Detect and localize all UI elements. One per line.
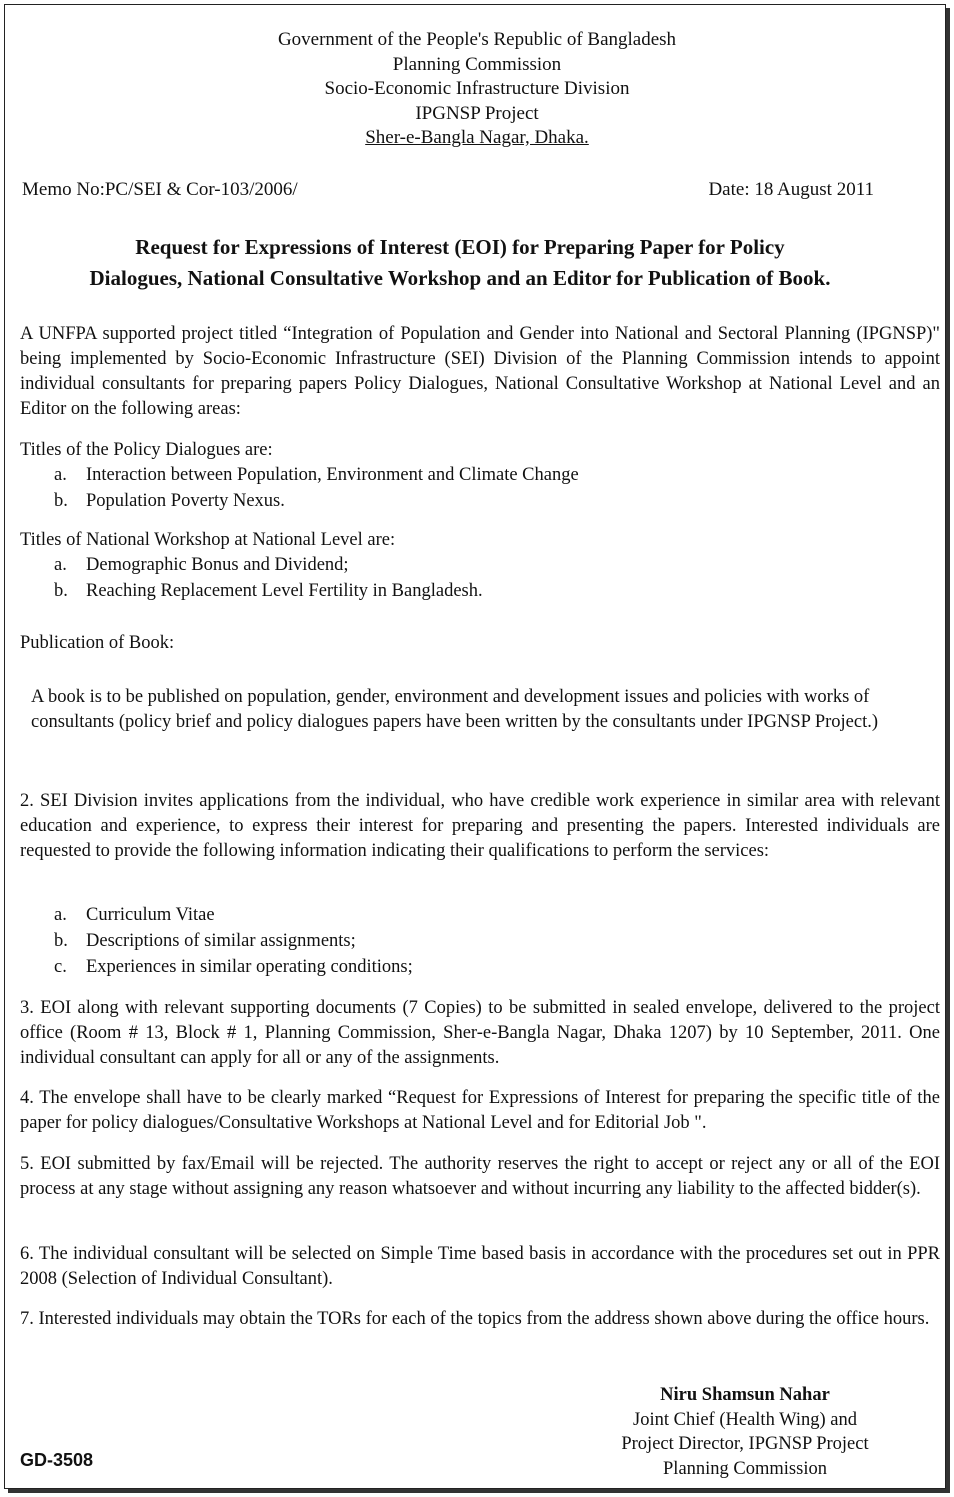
header-division: Socio-Economic Infrastructure Division bbox=[324, 78, 630, 99]
memo-row bbox=[22, 178, 874, 202]
header-address: Sher-e-Bangla Nagar, Dhaka. bbox=[365, 127, 589, 148]
list-item: c. Experiences in similar operating conditions; bbox=[54, 957, 413, 977]
title-line-2: Dialogues, National Consultative Workshop and an Editor for Publication of Book. bbox=[89, 266, 831, 290]
paragraph-4: 4. The envelope shall have to be clearly marked “Request for Expressions of Interest for preparing the specific title of the paper for policy dialogues/Consultative Workshops at National Level and for Editorial Job ". bbox=[20, 1088, 940, 1133]
title-line-1: Request for Expressions of Interest (EOI) for Preparing Paper for Policy bbox=[135, 235, 785, 259]
memo-number: Memo No:PC/SEI & Cor-103/2006/ bbox=[22, 179, 298, 200]
policy-dialogues-heading: Titles of the Policy Dialogues are: bbox=[20, 440, 273, 460]
publication-heading: Publication of Book: bbox=[20, 633, 175, 653]
publication-text: A book is to be published on population, gender, environment and development issues and policies with works of consultants (policy brief and policy dialogues papers have been written by the consultants under IPGNSP Project.) bbox=[31, 687, 879, 732]
list-item: a. Curriculum Vitae bbox=[54, 905, 215, 925]
list-item: b. Reaching Replacement Level Fertility in Bangladesh. bbox=[54, 581, 483, 601]
header-project: IPGNSP Project bbox=[415, 102, 539, 124]
signatory-title-3: Planning Commission bbox=[663, 1458, 827, 1479]
paragraph-2: 2. SEI Division invites applications from the individual, who have credible work experience in similar area with relevant education and experience, to express their interest for preparing and presenting the papers. Interested individuals are requested to provide the following information indicating their qualifications to perform the services: bbox=[20, 791, 940, 861]
paragraph-6: 6. The individual consultant will be selected on Simple Time based basis in accordance with the procedures set out in PPR 2008 (Selection of Individual Consultant). bbox=[20, 1244, 940, 1289]
intro-paragraph: A UNFPA supported project titled “Integration of Population and Gender into National and Sectoral Planning (IPGNSP)" being implemented by Socio-Economic Infrastructure (SEI) Division of the Planning Commission intends to appoint individual consultants for preparing papers Policy Dialogues, National Consultative Workshop at National Level and an Editor on the following areas: bbox=[20, 324, 940, 419]
list-item: a. Demographic Bonus and Dividend; bbox=[54, 555, 349, 575]
signatory-title-1: Joint Chief (Health Wing) and bbox=[633, 1409, 857, 1430]
header-commission: Planning Commission bbox=[392, 53, 562, 75]
advert-code: GD-3508 bbox=[20, 1450, 94, 1470]
paragraph-5: 5. EOI submitted by fax/Email will be rejected. The authority reserves the right to accept or reject any or all of the EOI process at any stage without assigning any reason whatsoever and without incurring any liability to the affected bidder(s). bbox=[20, 1154, 940, 1199]
paragraph-7: 7. Interested individuals may obtain the TORs for each of the topics from the address shown above during the office hours. bbox=[20, 1309, 930, 1329]
memo-date: Date: 18 August 2011 bbox=[708, 179, 874, 200]
header-government: Government of the People's Republic of Bangladesh bbox=[277, 29, 677, 50]
list-item: a. Interaction between Population, Environment and Climate Change bbox=[54, 465, 579, 485]
national-workshop-heading: Titles of National Workshop at National Level are: bbox=[20, 530, 396, 550]
letterhead bbox=[0, 28, 954, 151]
list-item: b. Population Poverty Nexus. bbox=[54, 491, 285, 511]
notice-title bbox=[20, 232, 900, 294]
signature-block bbox=[590, 1383, 900, 1481]
signatory-title-2: Project Director, IPGNSP Project bbox=[621, 1434, 869, 1454]
list-item: b. Descriptions of similar assignments; bbox=[54, 931, 356, 951]
paragraph-3: 3. EOI along with relevant supporting documents (7 Copies) to be submitted in sealed envelope, delivered to the project office (Room # 13, Block # 1, Planning Commission, Sher-e-Bangla Nagar, Dhaka 1207) by 10 September, 2011. One individual consultant can apply for all or any of the assignments. bbox=[20, 998, 940, 1068]
signatory-name: Niru Shamsun Nahar bbox=[660, 1385, 830, 1405]
